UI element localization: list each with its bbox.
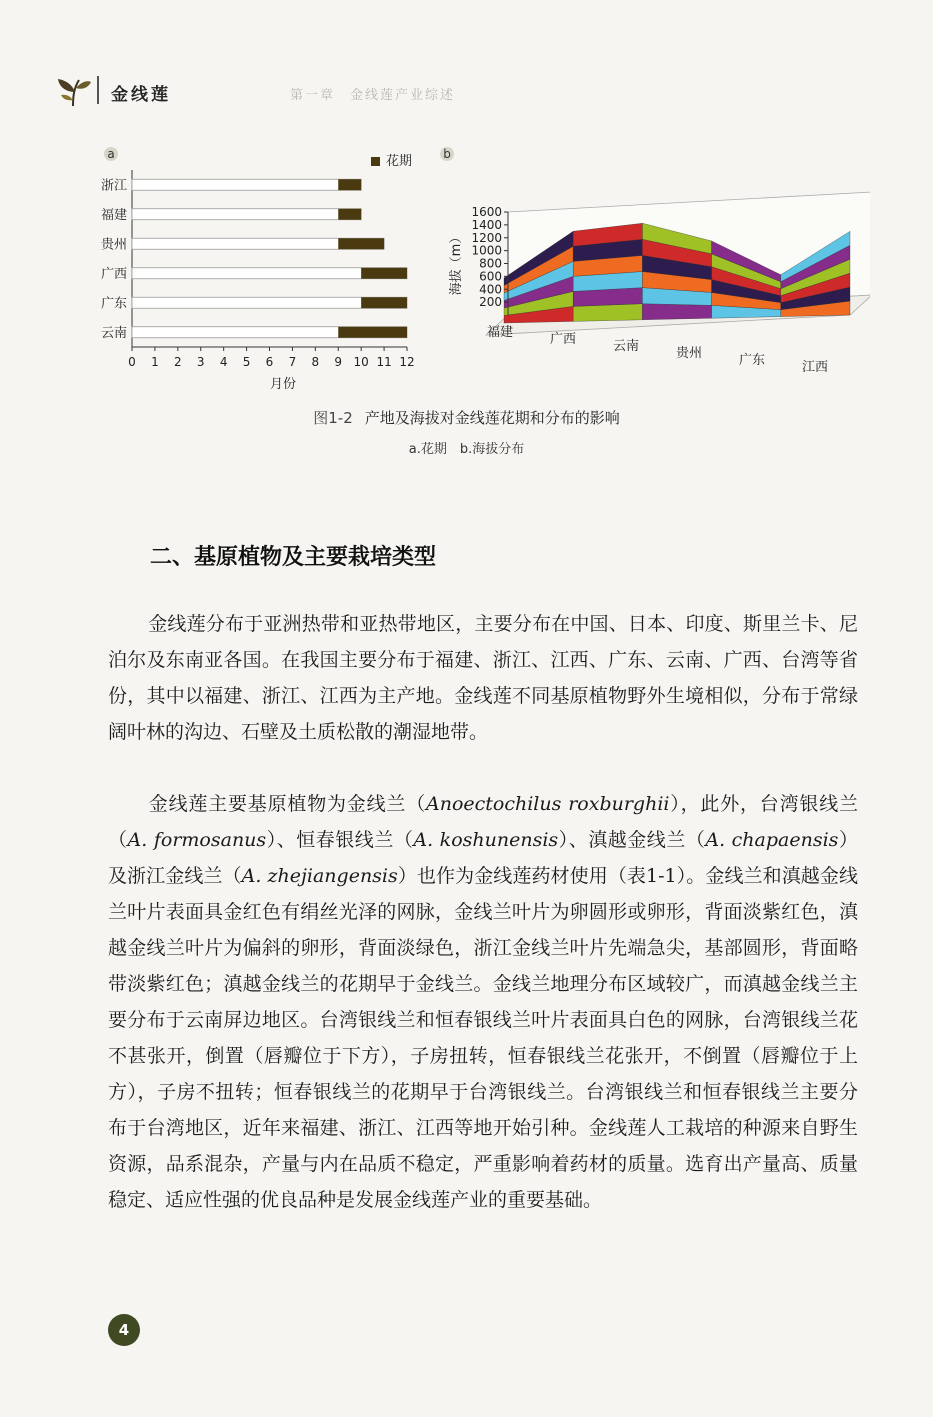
flowering-period-chart <box>90 165 430 390</box>
x-tick-label: 4 <box>219 355 228 369</box>
y-tick-label: 1600 <box>471 205 502 219</box>
category-label: 福建 <box>100 207 127 223</box>
category-label: 福建 <box>486 325 514 340</box>
plant-logo-icon <box>55 74 93 108</box>
x-axis-label: 月份 <box>269 377 297 390</box>
flowering-bar <box>361 268 407 279</box>
surface-band <box>573 304 642 322</box>
x-tick-label: 11 <box>376 355 392 369</box>
figure-subcaption: a.花期 b.海拔分布 <box>408 442 525 457</box>
category-label: 广东 <box>738 353 766 368</box>
panel-b-label: b <box>440 147 454 161</box>
y-tick-label: 400 <box>479 282 502 297</box>
text-run: ）、恒春银线兰（ <box>266 829 414 851</box>
panel-a-label: a <box>104 147 118 161</box>
header-divider <box>97 76 99 104</box>
chapter-title: 第一章 金线莲产业综述 <box>290 88 456 103</box>
book-title: 金线莲 <box>111 85 171 105</box>
category-label: 云南 <box>612 339 640 354</box>
y-tick-label: 1000 <box>471 243 502 258</box>
category-label: 贵州 <box>675 346 703 361</box>
category-label: 云南 <box>100 325 127 341</box>
legend-label: 花期 <box>386 154 413 169</box>
x-tick-label: 8 <box>311 355 320 369</box>
x-tick-label: 0 <box>128 355 136 369</box>
x-tick-label: 2 <box>174 355 182 369</box>
x-tick-label: 5 <box>242 355 251 369</box>
category-label: 广西 <box>100 266 127 282</box>
text-run: ）及浙江金线兰（ <box>108 829 858 887</box>
x-tick-label: 10 <box>353 355 369 369</box>
category-label: 江西 <box>801 360 829 375</box>
x-tick-label: 12 <box>399 355 415 369</box>
species-name: A. koshunensis <box>413 829 559 851</box>
paragraph-distribution <box>108 606 858 750</box>
category-label: 贵州 <box>100 237 127 253</box>
flowering-bar <box>338 238 384 249</box>
surface-band <box>642 304 711 320</box>
flowering-bar <box>338 327 407 338</box>
figure-caption <box>0 407 933 428</box>
flowering-bar <box>338 179 361 190</box>
figure-number: 图1-2 <box>313 409 353 427</box>
flowering-bar <box>361 297 407 308</box>
paragraph-1-text: 金线莲分布于亚洲热带和亚热带地区，主要分布在中国、日本、印度、斯里兰卡、尼泊尔及东南亚各国。在我国主要分布于福建、浙江、江西、广东、云南、广西、台湾等省份，其中以福建、浙江、江西为主产地。金线莲不同基原植物野外生境相似，分布于常绿阔叶林的沟边、石壁及土质松散的潮湿地带。 <box>108 613 858 743</box>
bar-track <box>132 209 361 220</box>
y-tick-label: 1200 <box>471 230 502 245</box>
x-tick-label: 6 <box>265 355 274 369</box>
x-tick-label: 3 <box>196 355 205 369</box>
text-run: ），此外，台湾银线兰（ <box>108 793 858 851</box>
paragraph-species <box>108 786 858 1218</box>
text-run: ）也作为金线莲药材使用（表1-1）。金线兰和滇越金线兰叶片表面具金红色有绢丝光泽的网脉，金线兰叶片为卵圆形或卵形，背面淡紫红色，滇越金线兰叶片为偏斜的卵形，背面淡绿色，浙江金线兰叶片先端急尖，基部圆形，背面略带淡紫红色；滇越金线兰的花期早于金线兰。金线兰地理分布区域较广，而滇越金线兰主要分布于云南屏边地区。台湾银线兰和恒春银线兰叶片表面具白色的网脉，台湾银线兰花不甚张开，倒置（唇瓣位于下方），子房扭转，恒春银线兰花张开，不倒置（唇瓣位于上方），子房不扭转；恒春银线兰的花期早于台湾银线兰。台湾银线兰和恒春银线兰主要分布于台湾地区，近年来福建、浙江、江西等地开始引种。金线莲人工栽培的种源来自野生资源，品系混杂，产量与内在品质不稳定，严重影响着药材的质量。选育出产量高、质量稳定、适应性强的优良品种是发展金线莲产业的重要基础。 <box>108 865 858 1211</box>
y-tick-label: 600 <box>479 269 502 284</box>
running-header <box>55 74 875 108</box>
y-tick-label: 200 <box>479 295 502 310</box>
species-name: A. zhejiangensis <box>241 865 398 887</box>
category-label: 浙江 <box>100 178 127 194</box>
altitude-distribution-chart <box>440 175 870 375</box>
section-heading: 二、基原植物及主要栽培类型 <box>150 544 437 570</box>
y-tick-label: 800 <box>479 256 502 271</box>
category-label: 广西 <box>549 332 577 347</box>
category-label: 广东 <box>100 296 127 312</box>
x-tick-label: 9 <box>334 355 343 369</box>
y-tick-label: 1400 <box>471 217 502 232</box>
species-name: Anoectochilus roxburghii <box>426 793 670 815</box>
page-number: 4 <box>108 1314 140 1346</box>
figure-title: 产地及海拔对金线莲花期和分布的影响 <box>364 409 620 427</box>
x-tick-label: 1 <box>151 355 159 369</box>
text-run: 金线莲主要基原植物为金线兰（ <box>148 793 426 815</box>
flowering-bar <box>338 209 361 220</box>
species-name: A. chapaensis <box>705 829 839 851</box>
y-axis-label: 海拔（m） <box>449 230 464 296</box>
bar-track <box>132 179 361 190</box>
text-run: ）、滇越金线兰（ <box>558 829 706 851</box>
x-tick-label: 7 <box>288 355 297 369</box>
species-name: A. formosanus <box>127 829 267 851</box>
